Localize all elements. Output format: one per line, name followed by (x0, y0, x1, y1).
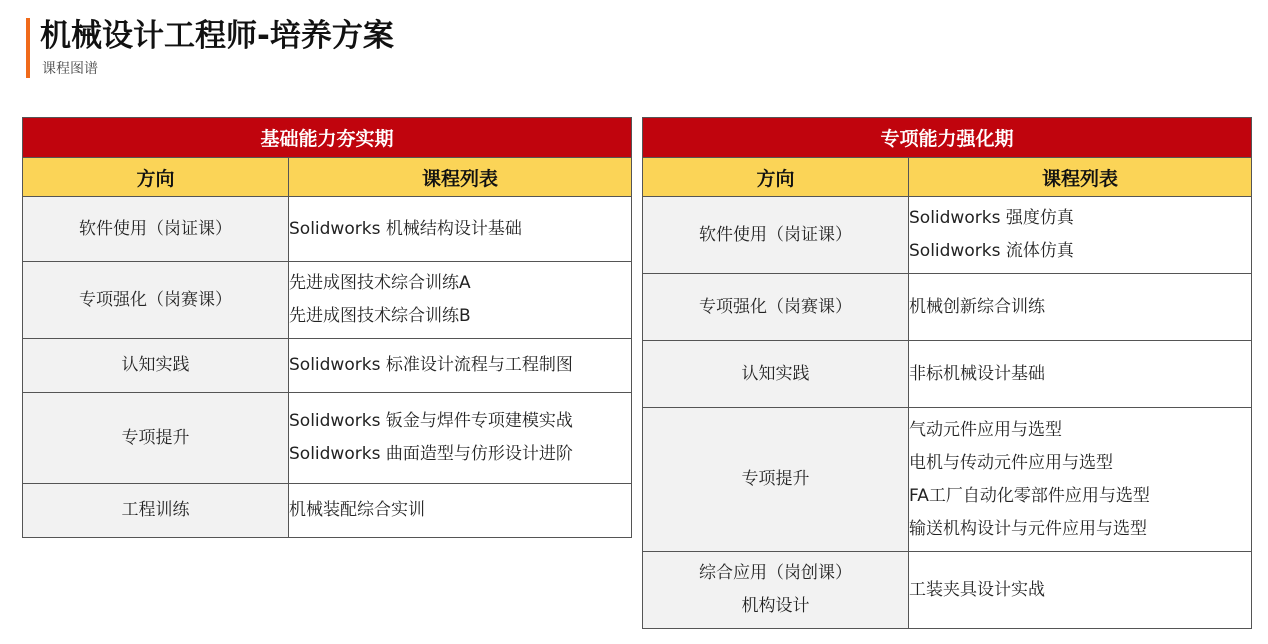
direction-label: 专项提升 (121, 427, 190, 448)
course-item: 先进成图技术综合训练A (289, 273, 471, 293)
table-row (23, 197, 632, 262)
page-subtitle: 课程图谱 (42, 61, 98, 77)
header-accent-bar (26, 18, 30, 78)
direction-cell (643, 274, 909, 341)
course-item: Solidworks 机械结构设计基础 (289, 218, 522, 239)
table-row (23, 339, 632, 393)
course-list-cell (289, 262, 632, 339)
course-list-cell (289, 197, 632, 262)
direction-cell (643, 197, 909, 274)
direction-label: 专项强化（岗赛课） (699, 296, 852, 317)
course-item: Solidworks 强度仿真 (909, 208, 1074, 228)
direction-label: 专项强化（岗赛课） (79, 289, 232, 310)
course-item: 电机与传动元件应用与选型 (909, 452, 1113, 473)
page-title: 机械设计工程师-培养方案 (40, 18, 394, 54)
table-row (643, 408, 1252, 552)
course-list-cell (909, 408, 1252, 552)
phase-table-specialization (642, 117, 1252, 629)
course-item: 工装夹具设计实战 (909, 579, 1045, 600)
phase-title: 专项能力强化期 (643, 118, 1252, 158)
course-item: 输送机构设计与元件应用与选型 (909, 518, 1147, 539)
course-item: Solidworks 曲面造型与仿形设计进阶 (289, 444, 573, 464)
phase-title: 基础能力夯实期 (23, 118, 632, 158)
course-list-cell (289, 484, 632, 538)
column-header-direction: 方向 (643, 158, 909, 197)
course-list-cell (289, 339, 632, 393)
column-header-direction: 方向 (23, 158, 289, 197)
course-item: FA工厂自动化零部件应用与选型 (909, 485, 1150, 506)
phase-table-foundation (22, 117, 632, 538)
direction-cell (23, 484, 289, 538)
direction-cell (23, 262, 289, 339)
direction-label: 认知实践 (741, 363, 810, 384)
table-row (23, 484, 632, 538)
course-item: 机械装配综合实训 (289, 500, 425, 520)
table-row (643, 274, 1252, 341)
direction-cell (23, 197, 289, 262)
direction-label: 认知实践 (121, 355, 190, 375)
table-row (643, 552, 1252, 629)
table-row (23, 393, 632, 484)
direction-cell (643, 341, 909, 408)
course-item: 气动元件应用与选型 (909, 419, 1062, 440)
course-item: 先进成图技术综合训练B (289, 306, 471, 326)
column-header-courses: 课程列表 (909, 158, 1252, 197)
table-row (23, 262, 632, 339)
course-item: Solidworks 钣金与焊件专项建模实战 (289, 411, 573, 431)
course-list-cell (909, 274, 1252, 341)
course-item: 机械创新综合训练 (909, 296, 1045, 317)
course-list-cell (909, 341, 1252, 408)
course-list-cell (289, 393, 632, 484)
table-row (643, 341, 1252, 408)
direction-label: 软件使用（岗证课） (699, 224, 852, 245)
course-list-cell (909, 552, 1252, 629)
course-list-cell (909, 197, 1252, 274)
direction-label: 软件使用（岗证课） (79, 218, 232, 239)
course-item: Solidworks 标准设计流程与工程制图 (289, 355, 573, 375)
direction-cell (643, 408, 909, 552)
course-item: Solidworks 流体仿真 (909, 241, 1074, 261)
course-item: 非标机械设计基础 (909, 363, 1045, 384)
table-row (643, 197, 1252, 274)
direction-label: 机构设计 (741, 596, 810, 616)
direction-cell (643, 552, 909, 629)
direction-label: 综合应用（岗创课） (699, 563, 852, 583)
column-header-courses: 课程列表 (289, 158, 632, 197)
direction-label: 专项提升 (741, 469, 810, 489)
direction-label: 工程训练 (121, 500, 190, 520)
direction-cell (23, 339, 289, 393)
direction-cell (23, 393, 289, 484)
